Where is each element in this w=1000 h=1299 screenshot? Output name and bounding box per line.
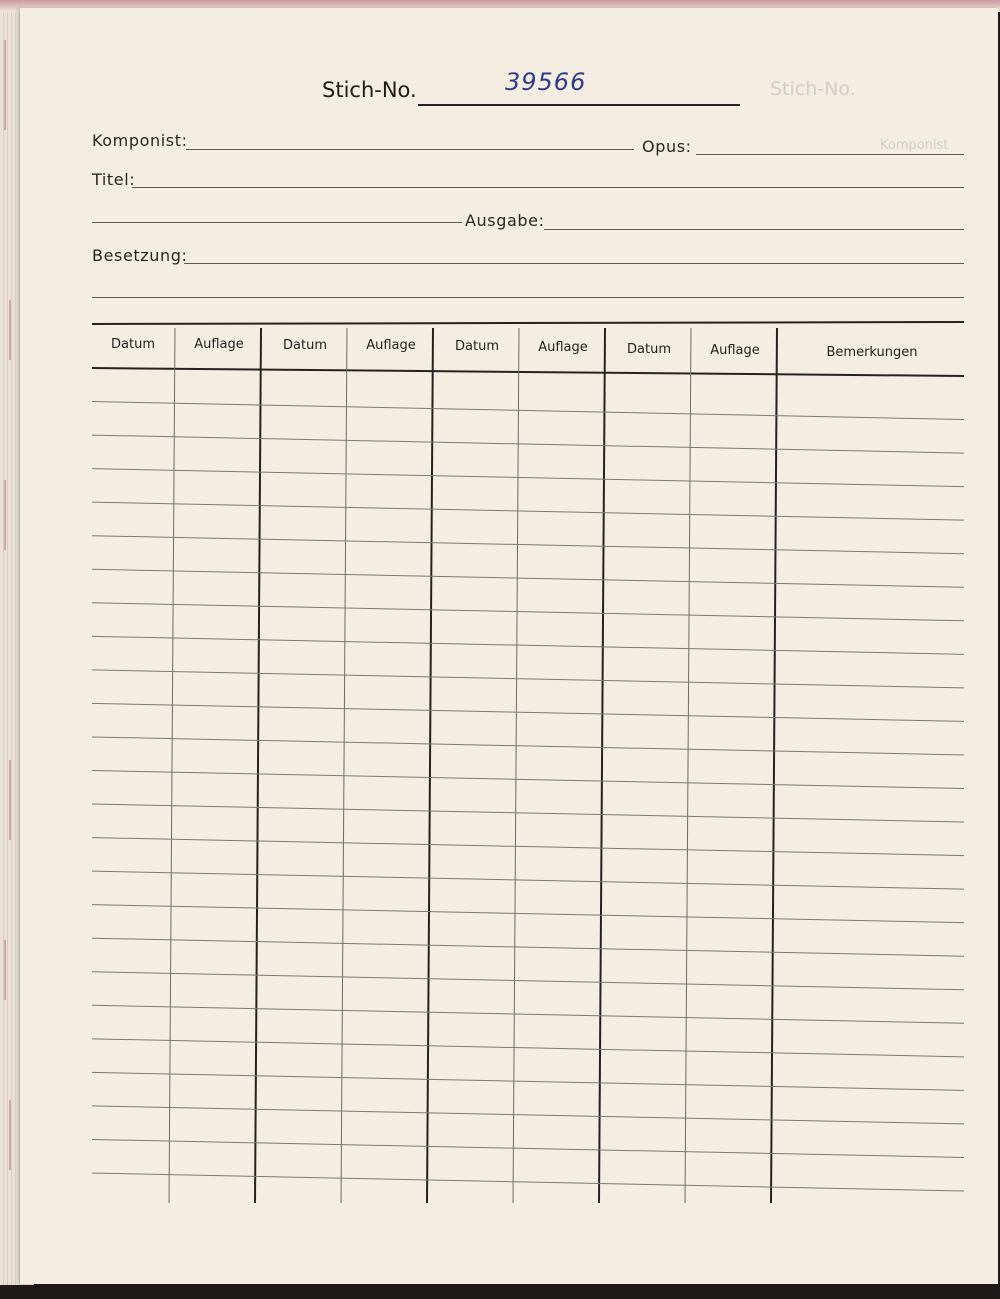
table-column-divider-major bbox=[599, 328, 605, 1203]
opus-label: Opus: bbox=[642, 137, 692, 156]
table-row-line bbox=[92, 1173, 964, 1191]
table-row-line bbox=[92, 737, 964, 755]
table-row-line bbox=[92, 871, 964, 889]
table-column-divider-minor bbox=[513, 328, 519, 1203]
column-header-datum-4: Datum bbox=[627, 342, 671, 357]
table-row-line bbox=[92, 670, 964, 688]
column-header-datum-3: Datum bbox=[455, 339, 499, 354]
show-through-line: Komponist bbox=[880, 138, 949, 153]
table-row-line bbox=[92, 804, 964, 822]
stich-no-value: 39566 bbox=[505, 68, 587, 96]
table-column-divider-minor bbox=[685, 328, 691, 1203]
table-row-line bbox=[92, 1106, 964, 1124]
stich-no-label: Stich-No. bbox=[322, 78, 417, 102]
table-row-line bbox=[92, 1072, 964, 1090]
table-row-line bbox=[92, 603, 964, 621]
column-header-auflage-1: Auflage bbox=[194, 337, 244, 352]
table-column-divider-minor bbox=[169, 328, 175, 1203]
table-row-line bbox=[92, 1005, 964, 1023]
column-header-auflage-3: Auflage bbox=[538, 340, 588, 355]
table-row-line bbox=[92, 569, 964, 587]
ausgabe-label: Ausgabe: bbox=[465, 211, 545, 230]
komponist-label: Komponist: bbox=[92, 131, 188, 150]
column-header-auflage-4: Auflage bbox=[710, 343, 760, 358]
table-row-line bbox=[92, 502, 964, 520]
table-column-divider-minor bbox=[341, 328, 347, 1203]
table-row-line bbox=[92, 938, 964, 956]
table-row-line bbox=[92, 1039, 964, 1057]
column-header-auflage-2: Auflage bbox=[366, 338, 416, 353]
table-column-divider-major bbox=[771, 328, 777, 1203]
index-card bbox=[20, 8, 998, 1284]
column-header-datum-1: Datum bbox=[111, 337, 155, 352]
table-row-line bbox=[92, 469, 964, 487]
column-header-datum-2: Datum bbox=[283, 338, 327, 353]
show-through-title: Stich-No. bbox=[770, 78, 856, 100]
besetzung-label: Besetzung: bbox=[92, 246, 188, 265]
table-top-border bbox=[92, 322, 964, 324]
table-row-line bbox=[92, 972, 964, 990]
table-row-line bbox=[92, 905, 964, 923]
table-row-line bbox=[92, 703, 964, 721]
table-header-border bbox=[92, 368, 964, 376]
table-row-line bbox=[92, 435, 964, 453]
table-row-line bbox=[92, 1139, 964, 1157]
table-grid bbox=[20, 8, 998, 1284]
table-row-line bbox=[92, 771, 964, 789]
table-column-divider-major bbox=[255, 328, 261, 1203]
column-header-bemerkungen: Bemerkungen bbox=[826, 345, 918, 360]
titel-label: Titel: bbox=[92, 170, 136, 189]
table-row-line bbox=[92, 536, 964, 554]
table-column-divider-major bbox=[427, 328, 433, 1203]
table-row-line bbox=[92, 636, 964, 654]
table-row-line bbox=[92, 402, 964, 420]
table-row-line bbox=[92, 838, 964, 856]
